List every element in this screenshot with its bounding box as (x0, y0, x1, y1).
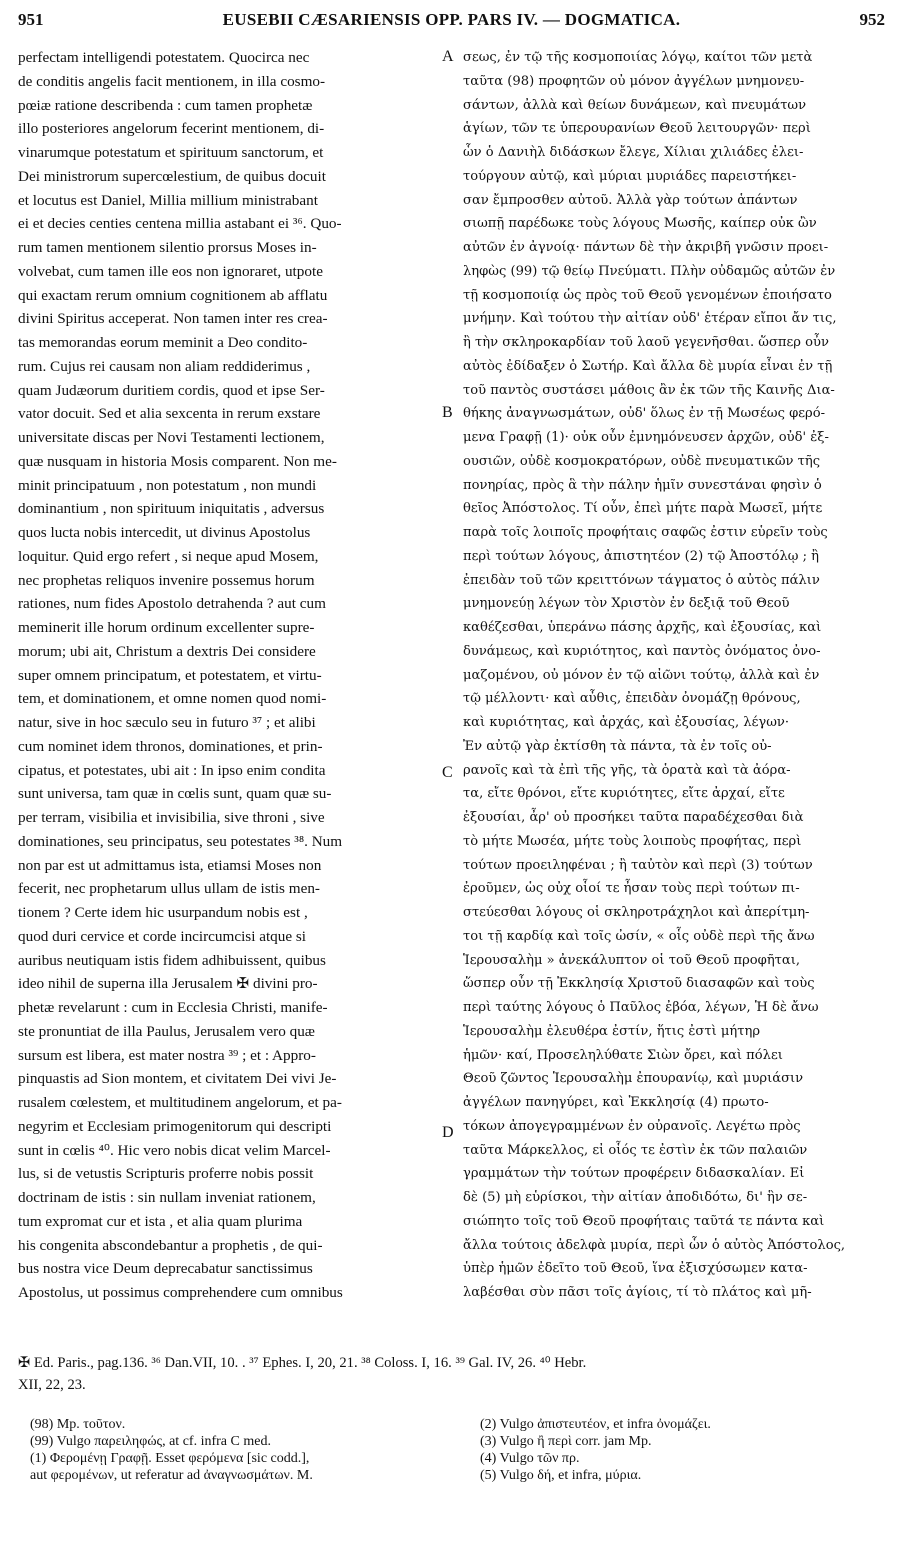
text-line: αὐτῶν ἐν ἀγνοίᾳ· πάντων δὲ τὴν ἀκριβῆ γνῶσιν προει- (463, 240, 829, 255)
text-line: ideo nihil de superna illa Jerusalem ✠ divini pro- (18, 975, 318, 993)
text-line: ἡμῶν· καί, Προσεληλύθατε Σιὼν ὄρει, καὶ πόλει (463, 1047, 783, 1063)
text-line: καὶ κυριότητας, καὶ ἀρχάς, καὶ ἐξουσίας, λέγων· (463, 715, 789, 730)
text-line: sursum est libera, est mater nostra ³⁹ ; et : Appro- (18, 1046, 316, 1064)
text-line: τούργουν αὐτῷ, καὶ μύριαι μυριάδες παρειστήκει- (463, 168, 797, 184)
text-line: sunt in cœlis ⁴⁰. Hic vero nobis dicat velim Marcel- (18, 1141, 331, 1159)
text-line: ταῦτα (98) προφητῶν οὐ μόνον ἀγγέλων μνημονευ- (463, 73, 805, 89)
text-line: tem, et dominationem, et omne nomen quod nomi- (18, 690, 327, 708)
text-line: meminerit ille horum ordinum excellenter supre- (18, 619, 315, 636)
text-line: παρὰ τοῖς λοιποῖς προφήταις σαφῶς ἐστιν εὑρεῖν τοὺς (463, 525, 828, 540)
text-line: loquitur. Quid ergo refert , si neque apud Mosem, (18, 547, 319, 565)
text-line: morum; ubi ait, Christum a dextris Dei considere (18, 642, 316, 660)
page-header (18, 10, 885, 36)
text-line: divini Spiritus acceperat. Non tamen inter res crea- (18, 310, 328, 328)
text-line: τούτων προειληφέναι ; ἢ ταὐτὸν καὶ περὶ (3) τούτων (463, 857, 813, 873)
text-line: super omnem principatum, et potestatem, et virtu- (18, 666, 322, 684)
margin-marker-b: B (442, 404, 453, 421)
text-line: pinquastis ad Sion montem, et civitatem Dei vivi Je- (18, 1070, 337, 1088)
note-line: (5) Vulgo δή, et infra, μύρια. (480, 1468, 642, 1483)
text-line: δυνάμεως, καὶ κυριότητος, καὶ παντὸς ὀνόματος ὀνο- (463, 643, 821, 659)
text-line: μενα Γραφῇ (1)· οὐκ οὖν ἐμνημόνευσεν ἀρχῶν, οὐδ' ἐξ- (463, 430, 829, 445)
text-line: universitate discas per Novi Testamenti lectionem, (18, 429, 325, 446)
text-line: μνημονεύῃ λέγων τὸν Χριστὸν ἐν δεξιᾷ τοῦ Θεοῦ (463, 596, 790, 612)
text-line: αὐτὸς ἐδίδαξεν ὁ Σωτήρ. Καὶ ἄλλα δὲ μυρία εἶναι ἐν τῇ (463, 358, 833, 374)
text-line: non par est ut admittamus ista, etiamsi Moses non (18, 856, 322, 874)
text-line: τα, εἴτε θρόνοι, εἴτε κυριότητες, εἴτε ἀρχαί, εἴτε (463, 786, 785, 802)
text-line: σεως, ἐν τῷ τῆς κοσμοποιίας λόγῳ, καίτοι τῶν μετὰ (463, 50, 813, 65)
text-line: ἁγίων, τῶν τε ὑπερουρανίων Θεοῦ λειτουργῶν· περὶ (463, 121, 811, 137)
note-line: (98) Mp. τοῦτον. (30, 1417, 126, 1432)
text-line: dominantium , non spirituum iniquitatis , adversus (18, 500, 325, 518)
text-line: bus nostra vice Deum deprecabatur sanctissimus (18, 1260, 313, 1278)
text-line: περὶ τούτων λόγους, ἀπιστητέον (2) τῷ Ἀποστόλῳ ; ἢ (463, 548, 820, 564)
text-line: cipatus, et potestates, ubi ait : In ipso enim condita (18, 761, 326, 779)
margin-marker-d: D (442, 1124, 454, 1141)
text-line: negyrim et Ecclesiam primogenitorum qui descripti (18, 1117, 332, 1135)
variant-notes-right (480, 1416, 880, 1484)
text-line: τὸ μήτε Μωσέα, μήτε τοὺς λοιποὺς προφήτας, περὶ (463, 833, 802, 849)
text-line: tionem ? Certe idem hic usurpandum nobis est , (18, 904, 308, 921)
latin-column (18, 46, 436, 1305)
note-line: aut φερομένων, ut referatur ad ἀναγνωσμάτων. M. (30, 1468, 313, 1483)
text-line: ὥσπερ οὖν τῇ Ἐκκλησίᾳ Χριστοῦ διασαφῶν καὶ τοὺς (463, 976, 815, 992)
text-line: tas memorandas eorum meminit a Deo condito- (18, 334, 308, 351)
text-line: ἐξουσίαι, ἆρ' οὐ προσήκει ταῦτα παραδέχεσθαι διὰ (463, 810, 804, 825)
page-number-right: 952 (859, 10, 885, 29)
text-line: cum nominet idem thronos, dominationes, et prin- (18, 737, 323, 755)
text-line: καθέζεσθαι, ὑπεράνω πάσης ἀρχῆς, καὶ ἐξουσίας, καὶ (463, 620, 822, 635)
text-line: natur, sive in hoc sæculo seu in futuro ³⁷ ; et alibi (18, 714, 316, 731)
text-line: vinarumque potestatum et spirituum sanctorum, et (18, 144, 324, 161)
text-line: μνήμην. Καὶ τούτου τὴν αἰτίαν οὐδ' ἑτέραν εἴποι ἄν τις, (463, 311, 837, 327)
text-line: minit principatuum , non potestatum , non mundi (18, 476, 317, 494)
text-line: fecerit, nec prophetarum ullus ullam de istis men- (18, 880, 320, 898)
scripture-references (18, 1352, 883, 1396)
text-line: σιωπῇ παρέδωκε τοὺς λόγους Μωσῆς, καίπερ οὐκ ὢν (463, 216, 817, 232)
text-line: perfectam intelligendi potestatem. Quocirca nec (18, 49, 310, 66)
text-line: ὑπὲρ ἡμῶν ἐδεῖτο τοῦ Θεοῦ, ἵνα ἐξισχύσωμεν κατα- (463, 1261, 808, 1277)
text-line: τοῦ παντὸς συστάσει μάθοις ἂν ἐκ τῶν τῆς Καινῆς Δια- (463, 382, 835, 398)
text-line: qui exactam rerum omnium cognitionem ab afflatu (18, 286, 328, 304)
text-line: ρανοῖς καὶ τὰ ἐπὶ τῆς γῆς, τὰ ὁρατὰ καὶ τὰ ἀόρα- (463, 762, 791, 778)
text-line: auribus neutiquam istis fidem adhibuissent, quibus (18, 951, 326, 969)
text-line: θήκης ἀναγνωσμάτων, οὐδ' ὅλως ἐν τῇ Μωσέως φερό- (463, 406, 826, 422)
text-line: et locutus est Daniel, Millia millium ministrabant (18, 191, 318, 209)
text-line: vator docuit. Sed et alia sexcenta in rerum exstare (18, 405, 321, 423)
text-line: στεύεσθαι λόγους οἱ σκληροτράχηλοι καὶ ἀπερίτμη- (463, 905, 810, 920)
text-line: σαν ἔμπροσθεν αὐτοῦ. Ἀλλὰ γὰρ τούτων ἁπάντων (463, 192, 798, 208)
text-line: phetæ revelarunt : cum in Ecclesia Christi, manife- (18, 999, 328, 1016)
text-line: rum. Cujus rei causam non aliam reddiderimus , (18, 357, 311, 375)
text-line: nec prophetas reliquos invenire possemus horum (18, 571, 315, 589)
text-line: illo posteriores angelorum fecerint mentionem, di- (18, 120, 325, 138)
text-line: dominationes, seu principatus, seu potestates ³⁸. Num (18, 832, 343, 850)
note-line: (4) Vulgo τῶν πρ. (480, 1451, 580, 1466)
text-line: Dei ministrorum supercœlestium, de quibus docuit (18, 167, 326, 185)
text-line: tum expromat cur et ista , et alia quam plurima (18, 1212, 303, 1230)
text-line: ουσιῶν, οὐδὲ κοσμοκρατόρων, οὐδὲ πνευματικῶν τῆς (463, 453, 821, 469)
text-line: volvebat, cum tamen ille eos non ignoraret, utpote (18, 262, 323, 280)
text-line: per terram, visibilia et invisibilia, sive throni , sive (18, 809, 325, 826)
text-line: λαβέσθαι σὺν πᾶσι τοῖς ἁγίοις, τί τὸ πλάτος καὶ μῆ- (463, 1285, 812, 1300)
text-line: rusalem cœlestem, et multitudinem angelorum, et pa- (18, 1094, 342, 1111)
text-line: Apostolus, ut possimus comprehendere cum omnibus (18, 1284, 343, 1301)
text-line: σάντων, ἀλλὰ καὶ θείων δυνάμεων, καὶ πνευμάτων (463, 97, 807, 113)
greek-column (463, 46, 883, 1305)
margin-marker-c: C (442, 764, 453, 781)
text-line: ταῦτα Μάρκελλος, εἰ οἷός τε ἐστὶν ἐκ τῶν παλαιῶν (463, 1142, 808, 1158)
text-line: τῇ κοσμοποιίᾳ ὡς πρὸς τοῦ Θεοῦ γενομένων ἐποιήσατο (463, 287, 832, 303)
footnote-line: XII, 22, 23. (18, 1377, 86, 1393)
text-line: γραμμάτων τὴν τούτων προφέρειν διδασκαλίαν. Εἰ (463, 1166, 805, 1182)
text-line: ὧν ὁ Δανιὴλ διδάσκων ἔλεγε, Χίλιαι χιλιάδες ἐλει- (463, 145, 804, 160)
text-line: Θεοῦ ζῶντος Ἱερουσαλὴμ ἐπουρανίῳ, καὶ μυριάσιν (463, 1071, 804, 1087)
text-line: rum tamen mentionem silentio prorsus Moses in- (18, 239, 317, 256)
text-line: ἀγγέλων πανηγύρει, καὶ Ἐκκλησίᾳ (4) πρωτο- (463, 1095, 769, 1110)
text-line: Ἱερουσαλὴμ » ἀνεκάλυπτον οἱ τοῦ Θεοῦ προφῆται, (463, 952, 801, 968)
text-line: σιώπητο τοῖς τοῦ Θεοῦ προφήταις ταῦτά τε πάντα καὶ (463, 1213, 825, 1229)
text-line: quod duri cervice et corde incircumcisi atque si (18, 927, 307, 945)
text-line: rationes, num fides Apostolo detrahenda ? aut cum (18, 595, 326, 613)
text-line: μαζομένου, οὐ μόνον ἐν τῷ αἰῶνι τούτῳ, ἀλλὰ καὶ ἐν (463, 667, 820, 683)
text-line: Ἐν αὐτῷ γὰρ ἐκτίσθη τὰ πάντα, τὰ ἐν τοῖς οὐ- (463, 738, 772, 754)
text-line: his congenita abscondebantur a prophetis , de qui- (18, 1236, 323, 1254)
text-line: quos lucta nobis intercedit, ut divinus Apostolus (18, 524, 311, 541)
text-line: quæ nusquam in historia Mosis comparent. Non me- (18, 452, 337, 470)
note-line: (1) Φερομένῃ Γραφῇ. Esset φερόμενα [sic codd.], (30, 1451, 310, 1466)
margin-marker-a: A (442, 48, 454, 65)
text-line: ste pronuntiat de illa Paulus, Jerusalem vero quæ (18, 1022, 315, 1040)
text-line: quam Judæorum duritiem cordis, quod et ipse Ser- (18, 381, 325, 399)
text-line: τοι τῇ καρδίᾳ καὶ τοῖς ὠσίν, « οἷς οὐδὲ περὶ τῆς ἄνω (463, 928, 815, 944)
text-line: lus, si de vetustis Scripturis proferre nobis possit (18, 1165, 314, 1183)
text-line: περὶ ταύτης λόγους ὁ Παῦλος ἐβόα, λέγων, Ἡ δὲ ἄνω (463, 1000, 819, 1015)
text-line: ἐπειδὰν τοῦ τῶν κρειττόνων τάγματος ὁ αὐτὸς πάλιν (463, 572, 820, 588)
text-line: τόκων ἀπογεγραμμένων ἐν οὐρανοῖς. Λεγέτω πρὸς (463, 1118, 801, 1134)
running-title: EUSEBII CÆSARIENSIS OPP. PARS IV. — DOGMATICA. (222, 10, 681, 29)
text-line: δὲ (5) μὴ εὑρίσκοι, τὴν αἰτίαν ἀποδιδότω, δι' ἣν σε- (463, 1190, 808, 1205)
note-line: (99) Vulgo παρειληφώς, at cf. infra C med. (30, 1434, 271, 1449)
note-line: (3) Vulgo ἢ περὶ corr. jam Mp. (480, 1434, 652, 1449)
footnote-line: ✠ Ed. Paris., pag.136. ³⁶ Dan.VII, 10. . ³⁷ Ephes. I, 20, 21. ³⁸ Coloss. I, 16. ³⁹ Gal. IV, 26. ⁴⁰ Hebr. (18, 1355, 587, 1371)
text-line: Ἱερουσαλὴμ ἐλευθέρα ἐστίν, ἥτις ἐστὶ μήτηρ (463, 1023, 761, 1039)
text-line: θεῖος Ἀπόστολος. Τί οὖν, ἐπεὶ μήτε παρὰ Μωσεῖ, μήτε (463, 501, 823, 517)
text-line: ἐροῦμεν, ὡς οὐχ οἷοί τε ἦσαν τοὺς περὶ τούτων πι- (463, 881, 800, 897)
text-line: sunt universa, tam quæ in cœlis sunt, quam quæ su- (18, 785, 332, 803)
page-number-left: 951 (18, 10, 44, 29)
text-line: ei et decies centies centena millia astabant ei ³⁶. Quo- (18, 215, 342, 233)
text-line: ληφὼς (99) τῷ θείῳ Πνεύματι. Πλὴν οὐδαμῶς αὐτῶν ἐν (463, 263, 836, 279)
text-line: πονηρίας, πρὸς ἃ τὴν πάλην ἡμῖν συνεστάναι φησὶν ὁ (463, 477, 822, 493)
text-line: τῷ μέλλοντι· καὶ αὖθις, ἐπειδὰν ὀνομάζῃ θρόνους, (463, 691, 801, 707)
text-line: pœiæ ratione describenda : cum tamen prophetæ (18, 96, 313, 114)
variant-notes-left (30, 1416, 450, 1484)
text-line: ἢ τὴν σκληροκαρδίαν τοῦ λαοῦ γεγενῆσθαι. ὥσπερ οὖν (463, 335, 829, 350)
text-line: ἄλλα τούτοις ἀδελφὰ μυρία, περὶ ὧν ὁ αὐτὸς Ἀπόστολος, (463, 1237, 846, 1253)
note-line: (2) Vulgo ἀπιστευτέον, et infra ὀνομάζει. (480, 1417, 711, 1432)
text-line: doctrinam de istis : sin nullam inveniat rationem, (18, 1189, 316, 1206)
text-line: de conditis angelis facit mentionem, in illa cosmo- (18, 72, 326, 90)
